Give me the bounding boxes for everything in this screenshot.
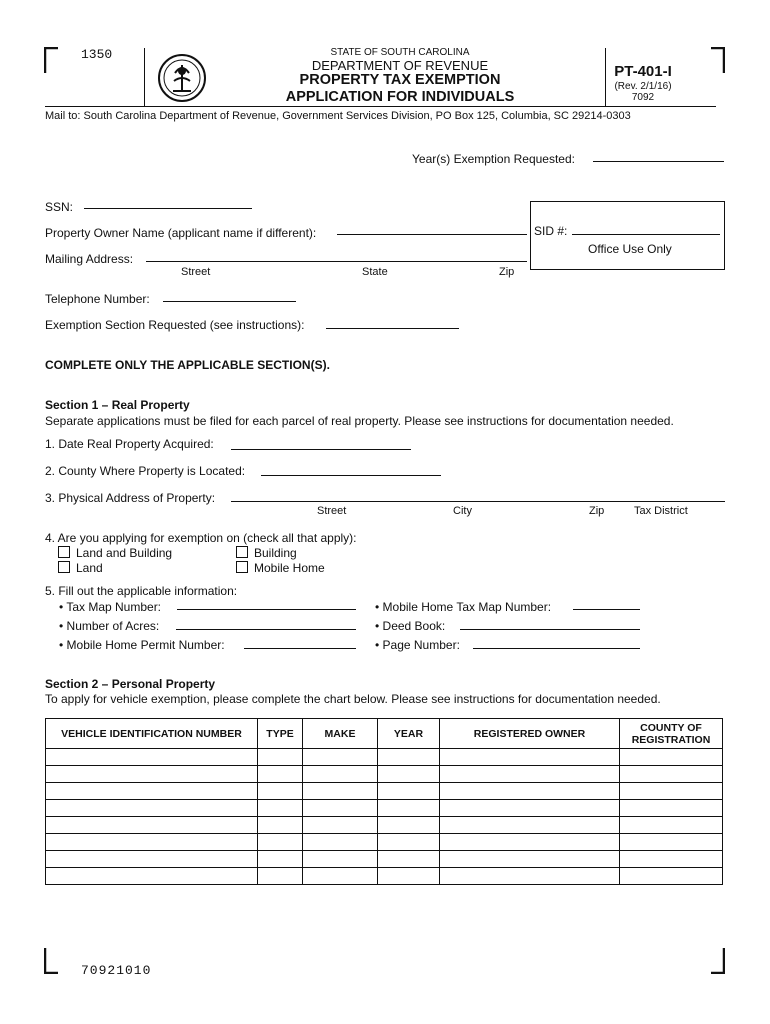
table-cell[interactable] xyxy=(46,834,258,851)
table-cell[interactable] xyxy=(378,749,440,766)
col-vin: VEHICLE IDENTIFICATION NUMBER xyxy=(46,719,258,749)
checkbox-land[interactable] xyxy=(58,561,103,575)
department-name: DEPARTMENT OF REVENUE xyxy=(311,58,489,73)
mh-tax-map-input-line[interactable] xyxy=(573,609,640,610)
table-cell[interactable] xyxy=(258,834,303,851)
table-row xyxy=(46,800,723,817)
form-number-divider xyxy=(605,48,606,106)
top-left-corner-mark xyxy=(44,47,58,73)
table-cell[interactable] xyxy=(378,766,440,783)
table-cell[interactable] xyxy=(303,783,378,800)
exemption-section-input-line[interactable] xyxy=(326,328,459,329)
table-cell[interactable] xyxy=(46,766,258,783)
checkbox-label: Mobile Home xyxy=(254,561,325,575)
form-number: PT-401-I xyxy=(614,63,672,80)
state-seal-icon xyxy=(157,53,207,103)
address-tax-district-caption: Tax District xyxy=(634,505,688,517)
table-cell[interactable] xyxy=(46,783,258,800)
top-right-corner-mark xyxy=(711,47,725,73)
section1-note: Separate applications must be filed for each parcel of real property. Please see instructions for documentation needed. xyxy=(45,414,674,428)
bottom-right-corner-mark xyxy=(711,948,725,974)
checkbox-square[interactable] xyxy=(58,561,70,573)
table-cell[interactable] xyxy=(620,851,723,868)
mailing-street-caption: Street xyxy=(181,266,211,278)
vehicle-table-header xyxy=(46,719,723,749)
table-cell[interactable] xyxy=(620,749,723,766)
owner-name-label: Property Owner Name (applicant name if different): xyxy=(45,226,317,240)
col-county-of-registration: COUNTY OF REGISTRATION xyxy=(620,719,723,749)
table-cell[interactable] xyxy=(303,766,378,783)
table-cell[interactable] xyxy=(303,749,378,766)
table-cell[interactable] xyxy=(620,868,723,885)
table-cell[interactable] xyxy=(440,817,620,834)
checkbox-building[interactable] xyxy=(236,546,297,560)
table-cell[interactable] xyxy=(378,800,440,817)
physical-address-input-line[interactable] xyxy=(231,501,725,502)
form-title-line1: PROPERTY TAX EXEMPTION xyxy=(299,72,501,88)
table-cell[interactable] xyxy=(440,800,620,817)
page-number-input-line[interactable] xyxy=(473,648,640,649)
table-cell[interactable] xyxy=(440,766,620,783)
table-cell[interactable] xyxy=(258,800,303,817)
exemption-type-question: 4. Are you applying for exemption on (check all that apply): xyxy=(45,531,357,545)
table-cell[interactable] xyxy=(378,783,440,800)
checkbox-land-and-building[interactable] xyxy=(58,546,172,560)
sid-label: SID #: xyxy=(534,224,568,238)
table-cell[interactable] xyxy=(303,834,378,851)
acres-input-line[interactable] xyxy=(176,629,356,630)
state-name: STATE OF SOUTH CAROLINA xyxy=(330,47,470,58)
table-cell[interactable] xyxy=(620,834,723,851)
table-cell[interactable] xyxy=(440,868,620,885)
table-row xyxy=(46,851,723,868)
checkbox-mobile-home[interactable] xyxy=(236,561,325,575)
page-number-label: • Page Number: xyxy=(375,638,460,652)
table-cell[interactable] xyxy=(378,834,440,851)
address-zip-caption: Zip xyxy=(589,505,605,517)
checkbox-label: Land xyxy=(76,561,103,575)
permit-label: • Mobile Home Permit Number: xyxy=(59,638,225,652)
table-cell[interactable] xyxy=(620,766,723,783)
tax-map-label: • Tax Map Number: xyxy=(59,600,162,614)
deed-book-input-line[interactable] xyxy=(460,629,640,630)
date-acquired-input-line[interactable] xyxy=(231,449,411,450)
address-street-caption: Street xyxy=(317,505,347,517)
mailing-zip-caption: Zip xyxy=(499,266,515,278)
tax-map-input-line[interactable] xyxy=(177,609,356,610)
form-title-line2: APPLICATION FOR INDIVIDUALS xyxy=(285,89,515,105)
table-cell[interactable] xyxy=(440,834,620,851)
section1-heading: Section 1 – Real Property xyxy=(45,398,190,412)
col-year: YEAR xyxy=(378,719,440,749)
mailing-address-label: Mailing Address: xyxy=(45,252,134,266)
checkbox-square[interactable] xyxy=(58,546,70,558)
table-cell[interactable] xyxy=(46,800,258,817)
table-cell[interactable] xyxy=(620,800,723,817)
table-cell[interactable] xyxy=(258,851,303,868)
table-row xyxy=(46,834,723,851)
acres-label: • Number of Acres: xyxy=(59,619,160,633)
header-divider xyxy=(144,48,145,106)
table-cell[interactable] xyxy=(303,800,378,817)
table-cell[interactable] xyxy=(378,868,440,885)
table-row xyxy=(46,783,723,800)
table-row xyxy=(46,766,723,783)
checkbox-square[interactable] xyxy=(236,561,248,573)
mail-to-address: Mail to: South Carolina Department of Revenue, Government Services Division, PO Box 125, Columbia, SC 29214-0303 xyxy=(45,110,631,122)
table-cell[interactable] xyxy=(46,868,258,885)
vehicle-table xyxy=(45,718,723,885)
mh-tax-map-label: • Mobile Home Tax Map Number: xyxy=(375,600,552,614)
table-cell[interactable] xyxy=(303,817,378,834)
col-type: TYPE xyxy=(258,719,303,749)
table-cell[interactable] xyxy=(440,749,620,766)
form-code: 1350 xyxy=(81,47,113,62)
section2-heading: Section 2 – Personal Property xyxy=(45,677,216,691)
form-id: 7092 xyxy=(631,92,655,103)
table-cell[interactable] xyxy=(440,851,620,868)
table-cell[interactable] xyxy=(258,868,303,885)
revision-date: (Rev. 2/1/16) xyxy=(614,81,672,92)
table-cell[interactable] xyxy=(303,851,378,868)
office-use-label: Office Use Only xyxy=(588,242,672,256)
checkbox-square[interactable] xyxy=(236,546,248,558)
county-input-line[interactable] xyxy=(261,475,441,476)
owner-name-input-line[interactable] xyxy=(337,234,527,235)
telephone-label: Telephone Number: xyxy=(45,292,150,306)
table-cell[interactable] xyxy=(303,868,378,885)
table-cell[interactable] xyxy=(440,783,620,800)
applicable-info-label: 5. Fill out the applicable information: xyxy=(45,584,238,598)
table-row xyxy=(46,817,723,834)
exemption-section-label: Exemption Section Requested (see instructions): xyxy=(45,318,305,332)
table-cell[interactable] xyxy=(258,766,303,783)
deed-book-label: • Deed Book: xyxy=(375,619,446,633)
table-cell[interactable] xyxy=(258,749,303,766)
section2-note: To apply for vehicle exemption, please complete the chart below. Please see instructions for documentation needed. xyxy=(45,692,661,706)
barcode-number: 70921010 xyxy=(81,963,152,978)
years-input-line[interactable] xyxy=(593,161,724,162)
mailing-state-caption: State xyxy=(362,266,388,278)
years-label: Year(s) Exemption Requested: xyxy=(412,152,575,166)
telephone-input-line[interactable] xyxy=(163,301,296,302)
table-cell[interactable] xyxy=(258,783,303,800)
address-city-caption: City xyxy=(453,505,472,517)
physical-address-label: 3. Physical Address of Property: xyxy=(45,491,216,505)
table-cell[interactable] xyxy=(46,817,258,834)
table-row xyxy=(46,749,723,766)
mailing-address-input-line[interactable] xyxy=(146,261,527,262)
ssn-label: SSN: xyxy=(45,200,74,214)
header-bottom-rule xyxy=(45,106,716,107)
permit-input-line[interactable] xyxy=(244,648,356,649)
table-row xyxy=(46,868,723,885)
date-acquired-label: 1. Date Real Property Acquired: xyxy=(45,437,214,451)
table-cell[interactable] xyxy=(378,817,440,834)
table-cell[interactable] xyxy=(258,817,303,834)
table-cell[interactable] xyxy=(378,851,440,868)
col-registered-owner: REGISTERED OWNER xyxy=(440,719,620,749)
table-cell[interactable] xyxy=(46,851,258,868)
sid-input-line[interactable] xyxy=(572,234,720,235)
ssn-input-line[interactable] xyxy=(84,208,252,209)
table-cell[interactable] xyxy=(620,783,723,800)
checkbox-label: Building xyxy=(254,546,297,560)
county-label: 2. County Where Property is Located: xyxy=(45,464,246,478)
table-cell[interactable] xyxy=(620,817,723,834)
bottom-left-corner-mark xyxy=(44,948,58,974)
checkbox-label: Land and Building xyxy=(76,546,173,560)
table-cell[interactable] xyxy=(46,749,258,766)
col-make: MAKE xyxy=(303,719,378,749)
complete-notice: COMPLETE ONLY THE APPLICABLE SECTION(S). xyxy=(45,358,330,372)
